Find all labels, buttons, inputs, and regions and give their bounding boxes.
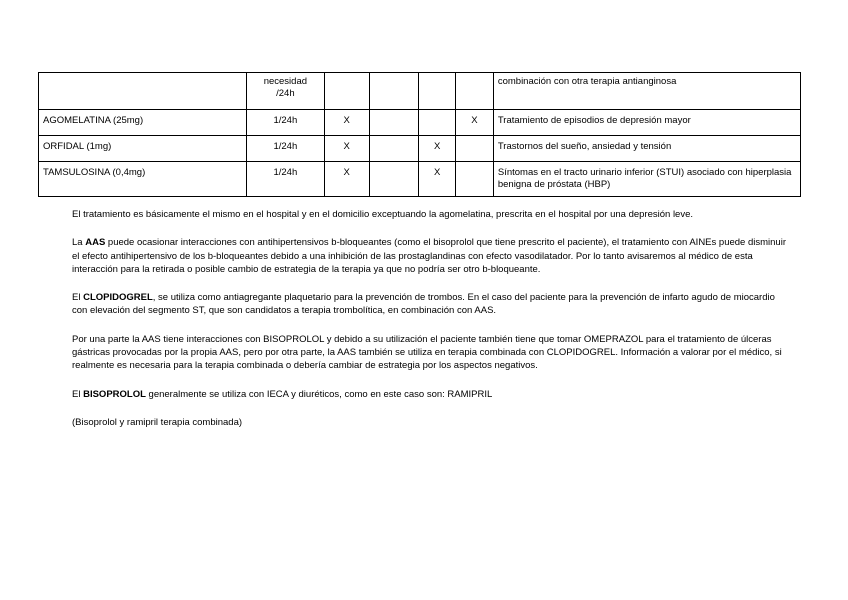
cell-mark-3 [419, 110, 456, 136]
cell-mark-4: X [456, 110, 494, 136]
paragraph-treatment: El tratamiento es básicamente el mismo en el hospital y en el domicilio exceptuando la agomelatina, prescrita en el hospital por una depresión leve. [72, 209, 694, 220]
paragraph-bisoprolol [72, 388, 787, 401]
table-row [39, 110, 801, 136]
table-row [39, 73, 801, 110]
paragraph-prefix: El [72, 292, 84, 304]
cell-mark-2 [369, 110, 419, 136]
cell-drug-name: AGOMELATINA (25mg) [39, 110, 247, 136]
paragraph-body: generalmente se utiliza con IECA y diuréticos, como en este caso son: RAMIPRIL [145, 388, 493, 400]
cell-indication: Síntomas en el tracto urinario inferior (STUI) asociado con hiperplasia benigna de próstata (HBP) [493, 162, 800, 197]
drug-name-bisoprolol: BISOPROLOL [83, 388, 146, 400]
paragraph-body: , se utiliza como antiagregante plaquetario para la prevención de trombos. En el caso del paciente para la prevención de infarto agudo de miocardio con elevación del segmento ST, que son candidatos a terapia trombolítica, en combinación con AAS. [72, 292, 775, 317]
cell-mark-1 [324, 73, 369, 110]
paragraph-interactions: Por una parte la AAS tiene interacciones con BISOPROLOL y debido a su utilización el paciente también tiene que tomar OMEPRAZOL para el tratamiento de úlceras gástricas provocadas por la propia AAS, pero por otra parte, la AAS también se utiliza en terapia combinada con CLOPIDOGREL. Información a valorar por el médico, si realmente es necesaria para la terapia combinada o debería cambiar de estrategia por los aspectos negativos. [72, 333, 782, 372]
table-row [39, 162, 801, 197]
paragraph-note: (Bisoprolol y ramipril terapia combinada) [72, 416, 243, 428]
paragraph-prefix: La [72, 237, 86, 249]
paragraph-aas [72, 236, 787, 276]
cell-drug-name: ORFIDAL (1mg) [39, 136, 247, 162]
paragraph-clopidogrel [72, 291, 787, 318]
cell-dose: 1/24h [246, 136, 324, 162]
cell-mark-4 [456, 73, 494, 110]
cell-indication: combinación con otra terapia antianginosa [493, 73, 800, 110]
cell-mark-3 [419, 73, 456, 110]
cell-drug-name [39, 73, 247, 110]
cell-dose [246, 73, 324, 110]
cell-indication: Trastornos del sueño, ansiedad y tensión [493, 136, 800, 162]
cell-mark-3: X [419, 136, 456, 162]
table-row [39, 136, 801, 162]
cell-mark-1: X [324, 136, 369, 162]
cell-mark-2 [369, 73, 419, 110]
cell-mark-2 [369, 162, 419, 197]
cell-drug-name: TAMSULOSINA (0,4mg) [39, 162, 247, 197]
body-text [72, 208, 787, 444]
cell-indication: Tratamiento de episodios de depresión mayor [493, 110, 800, 136]
cell-mark-3: X [419, 162, 456, 197]
medication-table [38, 72, 801, 197]
cell-dose: 1/24h [246, 162, 324, 197]
dose-header-line2: /24h [276, 88, 295, 99]
cell-mark-1: X [324, 162, 369, 197]
drug-name-clopidogrel: CLOPIDOGREL [83, 292, 153, 304]
cell-dose: 1/24h [246, 110, 324, 136]
drug-name-aas: AAS [85, 237, 106, 249]
paragraph-prefix: El [72, 388, 84, 400]
cell-mark-1: X [324, 110, 369, 136]
dose-header-line1: necesidad [263, 76, 308, 87]
paragraph-body: puede ocasionar interacciones con antihipertensivos b-bloqueantes (como el bisoprolol que tiene prescrito el paciente), el tratamiento con AINEs puede disminuir el efecto antihipertensivo de los b-bloqueantes debido a una inhibición de las prostaglandinas con efecto vasodilatador. Por lo tanto avisaremos al médico de esta interacción para la retirada o posible cambio de estrategia de la terapia ya que no podría ser otro b-bloqueante. [72, 237, 786, 275]
cell-mark-4 [456, 162, 494, 197]
cell-mark-2 [369, 136, 419, 162]
cell-mark-4 [456, 136, 494, 162]
